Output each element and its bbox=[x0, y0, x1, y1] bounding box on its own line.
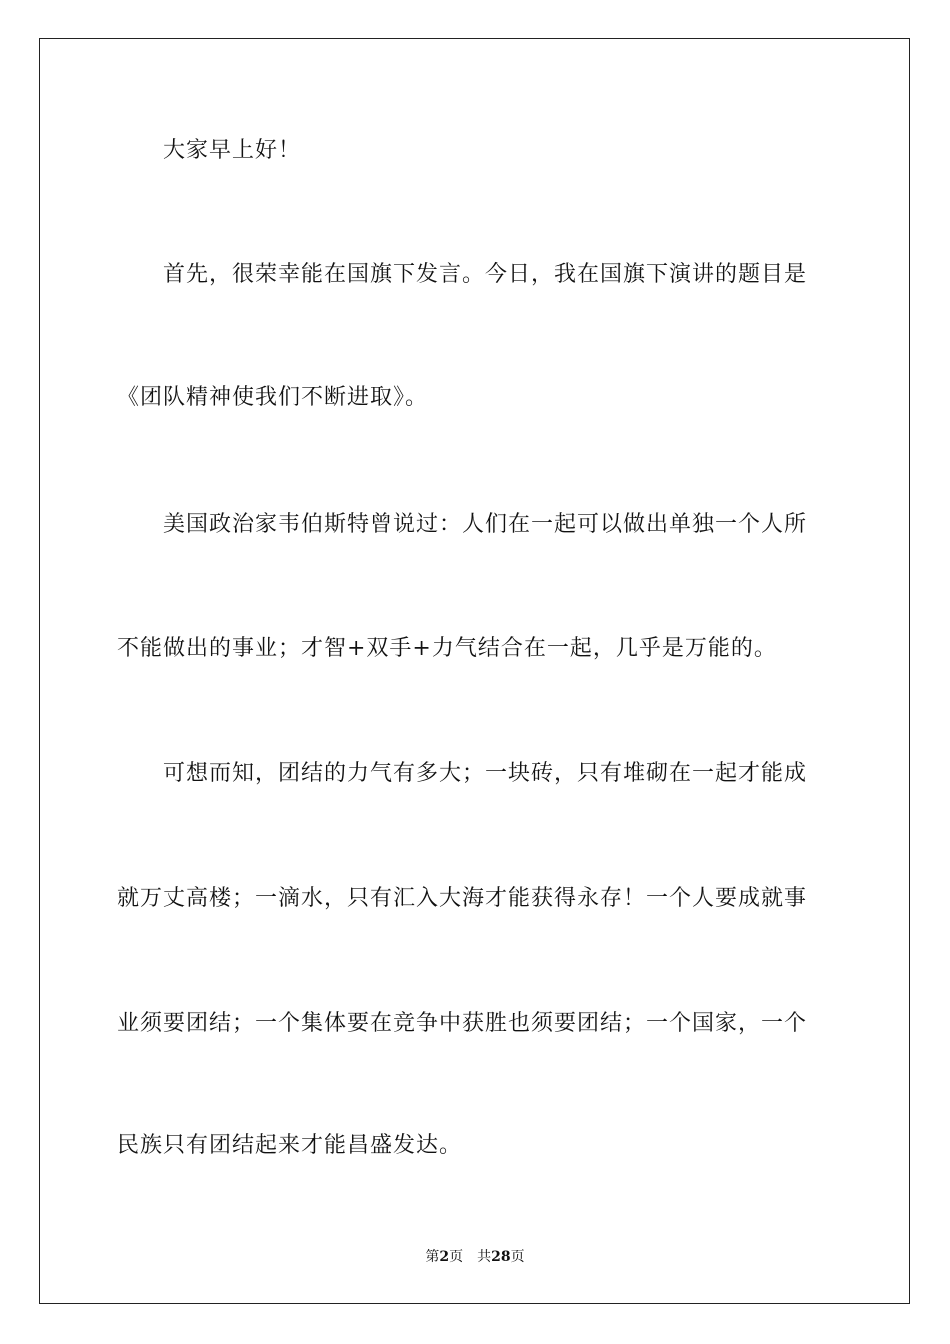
page-suffix: 页 bbox=[449, 1249, 464, 1265]
paragraph-1-line-2: 《团队精神使我们不断进取》。 bbox=[117, 385, 429, 410]
paragraph-2-line-1: 美国政治家韦伯斯特曾说过：人们在一起可以做出单独一个人所 bbox=[163, 512, 808, 537]
total-suffix: 页 bbox=[510, 1249, 525, 1265]
paragraph-3-line-1: 可想而知，团结的力气有多大；一块砖，只有堆砌在一起才能成 bbox=[163, 761, 808, 786]
paragraph-1-line-1: 首先，很荣幸能在国旗下发言。今日，我在国旗下演讲的题目是 bbox=[163, 262, 808, 287]
paragraph-2-line-2: 不能做出的事业；才智+双手+力气结合在一起，几乎是万能的。 bbox=[117, 636, 777, 661]
page-prefix: 第 bbox=[425, 1249, 440, 1265]
paragraph-3-line-2: 就万丈高楼；一滴水，只有汇入大海才能获得永存！一个人要成就事 bbox=[117, 886, 808, 911]
page-footer bbox=[0, 1247, 950, 1267]
paragraph-3-line-3: 业须要团结；一个集体要在竞争中获胜也须要团结；一个国家，一个 bbox=[117, 1011, 808, 1036]
greeting-line: 大家早上好！ bbox=[163, 138, 302, 163]
page-number: 2 bbox=[439, 1249, 450, 1265]
total-prefix: 共 bbox=[477, 1249, 492, 1265]
total-pages: 28 bbox=[491, 1249, 511, 1265]
page-border bbox=[39, 38, 910, 1304]
paragraph-3-line-4: 民族只有团结起来才能昌盛发达。 bbox=[117, 1133, 463, 1158]
